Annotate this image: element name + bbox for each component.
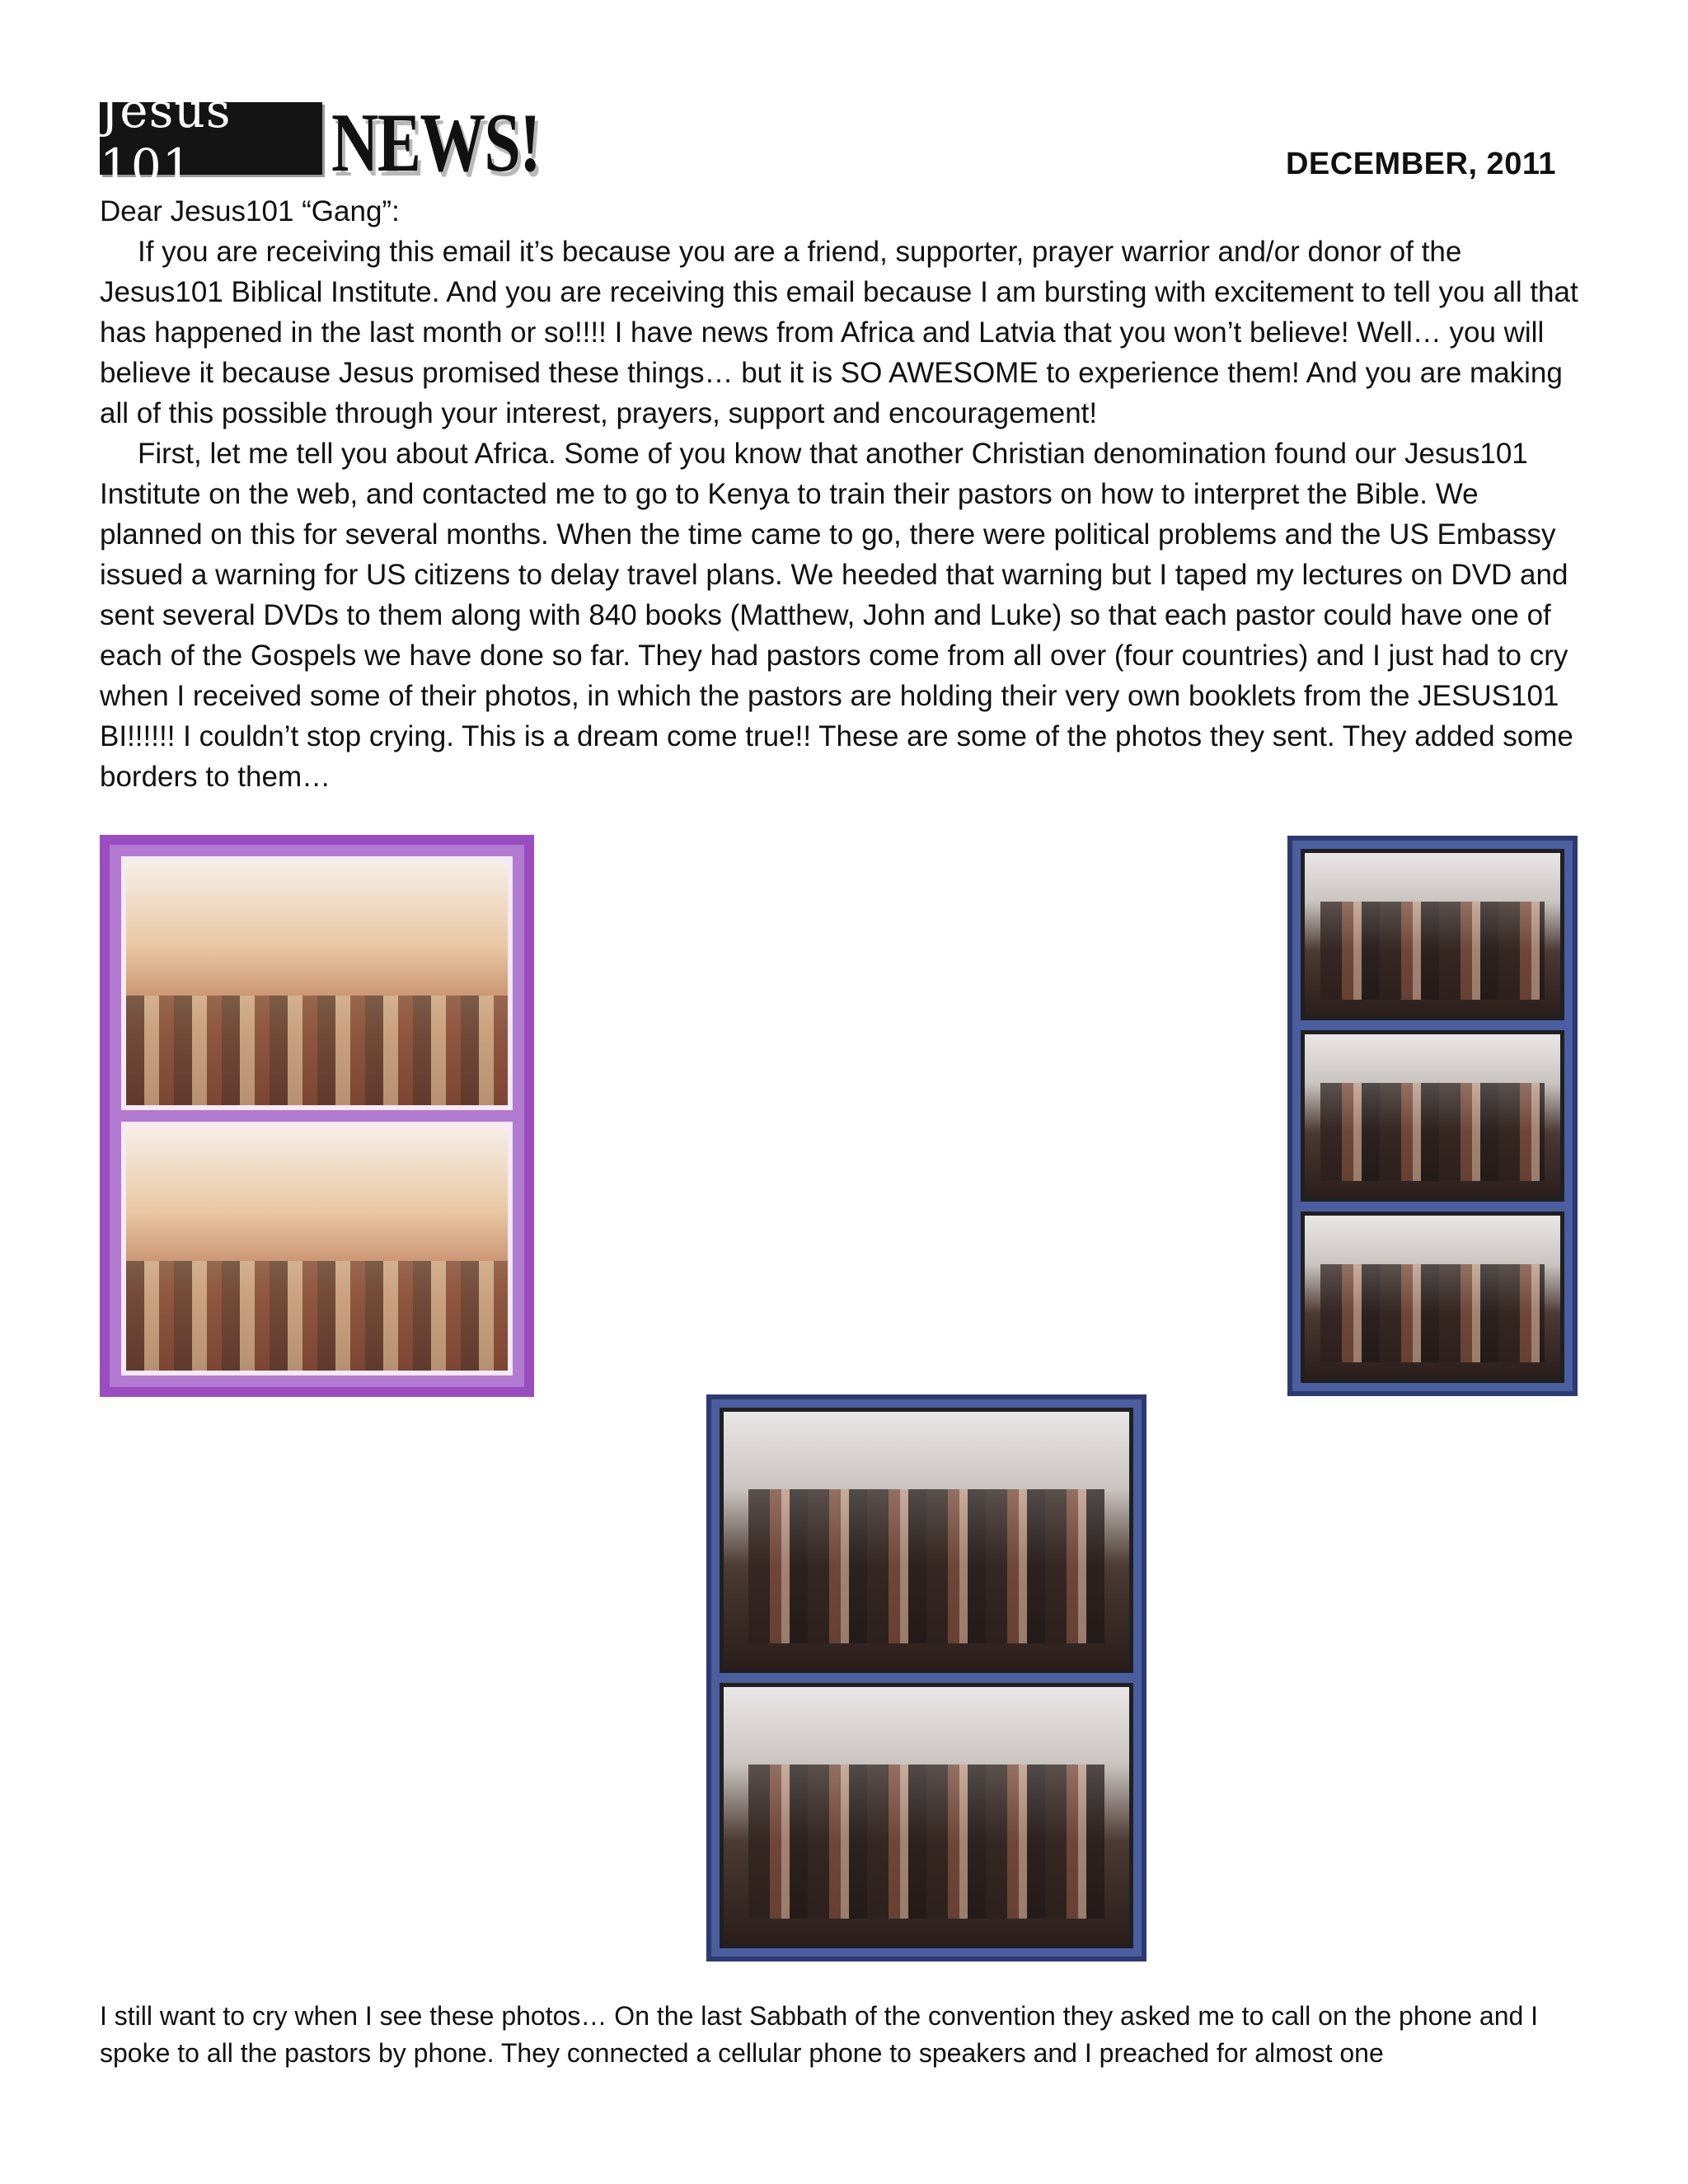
jesus101-logo — [100, 82, 322, 194]
paragraph-intro: If you are receiving this email it’s because you are a friend, supporter, prayer warrior and/or donor of the Jesus101 Biblical Institute. And you are receiving this email because I am bursting with excitement to tell you all that has happened in the last month or so!!!! I have news from Africa and Latvia that you won’t believe! Well… you will believe it because Jesus promised these things… but it is SO AWESOME to experience them! And you are making all of this possible through your interest, prayers, support and encouragement! — [100, 236, 1578, 429]
photo-crowd-booklets-raised-1 — [720, 1408, 1133, 1673]
salutation: Dear Jesus101 “Gang”: — [100, 195, 400, 227]
photo-pastors-hands-raised — [121, 1122, 513, 1376]
photo-group-holding-booklets-3 — [1301, 1212, 1564, 1383]
paragraph-africa: First, let me tell you about Africa. Some of you know that another Christian denomination found our Jesus101 Institute on the web, and contacted me to go to Kenya to train their pastors on how to interpret the Bible. We planned on this for several months. When the time came to go, there were political problems and the US Embassy issued a warning for US citizens to delay travel plans. We heeded that warning but I taped my lectures on DVD and sent several DVDs to them along with 840 books (Matthew, John and Luke) so that each pastor could have one of each of the Gospels we have done so far. They had pastors come from all over (four countries) and I just had to cry when I received some of their photos, in which the pastors are holding their very own booklets from the JESUS101 BI!!!!!! I couldn’t stop crying. This is a dream come true!! These are some of the photos they sent. They added some borders to them… — [100, 438, 1573, 793]
photo-collage-crowd-with-booklets — [706, 1394, 1146, 1961]
newsletter-title: NEWS! — [331, 96, 541, 190]
issue-date: DECEMBER, 2011 — [1285, 147, 1556, 181]
photo-pastors-reading — [121, 856, 513, 1110]
paragraph-closing: I still want to cry when I see these photos… On the last Sabbath of the convention they asked me to call on the phone and I spoke to all the pastors by phone. They connected a cellular phone to speakers and I preached for almost one — [100, 2001, 1539, 2068]
photo-group-holding-booklets-2 — [1301, 1030, 1564, 1202]
photo-collage-pastors-seated — [100, 835, 534, 1397]
photo-group-holding-booklets-1 — [1301, 849, 1564, 1020]
logo-text: Jesus 101 — [100, 82, 232, 194]
letter-body — [100, 191, 1583, 797]
photo-crowd-booklets-raised-2 — [720, 1683, 1133, 1948]
photo-collage-pastors-holding-booklets — [1287, 836, 1578, 1396]
